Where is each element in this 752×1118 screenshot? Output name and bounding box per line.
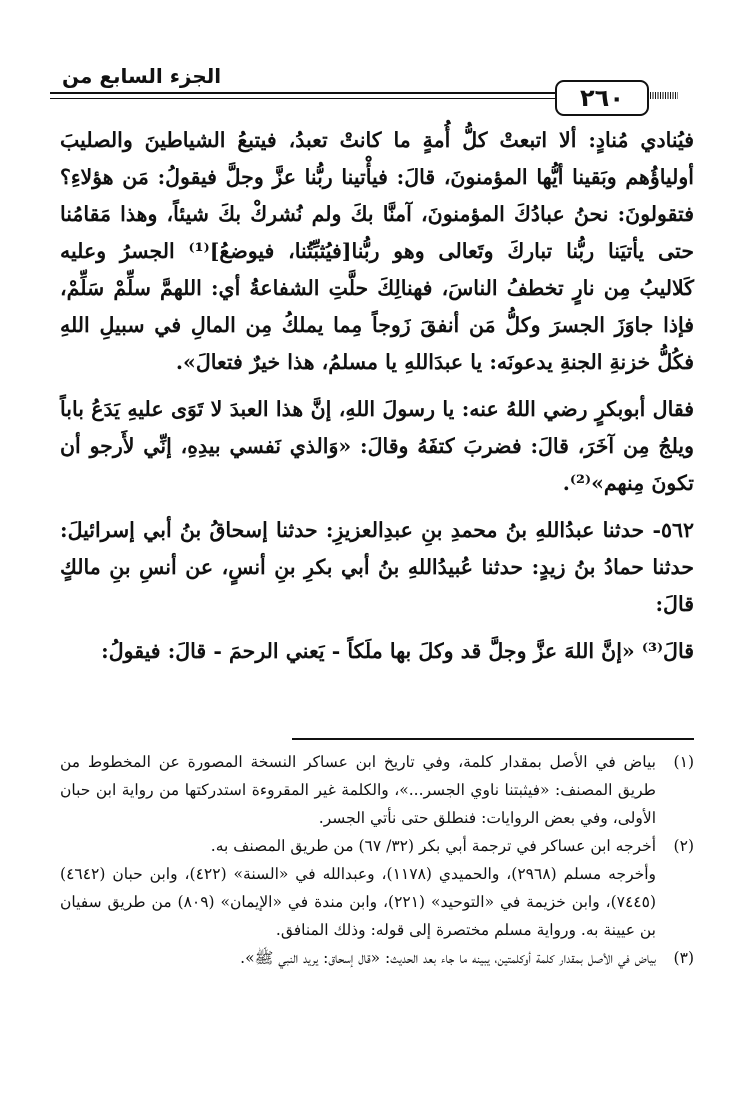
footnote-2 (60, 832, 694, 860)
page-number: ٢٦٠ (555, 80, 649, 116)
page-header (50, 62, 678, 112)
footnote-3 (60, 944, 694, 972)
footnote-separator (292, 738, 694, 740)
footnotes (60, 748, 694, 972)
footnote-text: أخرجه ابن عساكر في ترجمة أبي بكر (٣٢/ ٦٧) من طريق المصنف به. (210, 837, 656, 855)
footnote-number: (١) (673, 753, 694, 771)
footnote-1 (60, 748, 694, 832)
footnote-number: (٣) (673, 949, 694, 967)
main-text (60, 122, 694, 670)
footnote-number: (٢) (673, 837, 694, 855)
paragraph-isnad-562: ٥٦٢- حدثنا عبدُاللهِ بنُ محمدِ بنِ عبدِالعزيزِ: حدثنا إسحاقُ بنُ أبي إسرائيلَ: حدثنا حمادُ بنُ زيدٍ: حدثنا عُبيدُاللهِ بنُ أبي بكرِ بنِ أنسٍ، عن أنسِ بنِ مالكٍ قالَ: (60, 518, 694, 616)
footnote-2-continuation: وأخرجه مسلم (٢٩٦٨)، والحميدي (١١٧٨)، وعبدالله في «السنة» (٤٢٢)، وابن حبان (٤٦٤٢) (٧٤٤٥)، وابن خزيمة في «التوحيد» (٢٢١)، وابن مندة في «الإيمان» (٨٠٩) من طريق سفيان بن عيينة به. ورواية مسلم مختصرة إلى قوله: وذلك المنافق. (60, 865, 656, 939)
paragraph-hadith-text: فيُنادي مُنادٍ: ألا اتبعتْ كلُّ أُمةٍ ما كانتْ تعبدُ، فيتبعُ الشياطينَ والصليبَ أولياؤُهم وبَقينا أيُّها المؤمنونَ، قالَ: فيأْتينا ربُّنا عزَّ وجلَّ فيقولُ: مَن هؤلاءِ؟ فتقولونَ: نحنُ عبادُكَ المؤمنونَ، آمنَّا بكَ ولم نُشركْ بكَ شيئاً، وهذا مَقامُنا حتى يأتيَنا ربُّنا تباركَ وتَعالى وهو ربُّنا[فيُثبِّتُنا، فيوضعُ]⁽¹⁾ الجسرُ وعليه كَلاليبُ مِن نارٍ تخطفُ الناسَ، فهنالِكَ حلَّتِ الشفاعةُ أي: اللهمَّ سلِّمْ سَلِّمْ، فإذا جاوَزَ الجسرَ وكلُّ مَن أنفقَ زَوجاً مِما يملكُ مِن المالِ في سبيلِ اللهِ فكُلُّ خزنةِ الجنةِ يدعونَه: يا عبدَاللهِ يا مسلمُ، هذا خيرٌ فتعالَ». (60, 128, 695, 374)
footnote-text: بياض في الأصل بمقدار كلمة، وفي تاريخ ابن عساكر النسخة المصورة عن المخطوط من طريق المصنف: «فيثبتنا ناوي الجسر...»، والكلمة غير المقروءة استدركتها من رواية ابن حبان الأولى، وفي بعض الروايات: فنطلق حتى نأتي الجسر. (60, 753, 656, 827)
paragraph-abubakr: فقال أبوبكرٍ رضي اللهُ عنه: يا رسولَ اللهِ، إنَّ هذا العبدَ لا تَوَى عليهِ يَدَعُ باباً ويلجُ مِن آخَرَ، قالَ: فضربَ كتفَهُ وقالَ: «وَالذي نَفسي بيدِهِ، إنِّي لأَرجو أن تكونَ مِنهم»⁽²⁾. (60, 397, 694, 495)
running-title: الجزء السابع من (58, 64, 225, 88)
footnote-text: بياض في الأصل بمقدار كلمة أوكلمتين، يبينه ما جاء بعد الحديث: «قال إسحاق: يريد النبي ﷺ». (240, 949, 656, 967)
paragraph-hadith-rahim: قالَ⁽³⁾ «إنَّ اللهَ عزَّ وجلَّ قد وكلَ بها ملَكاً - يَعني الرحمَ - قالَ: فيقولُ: (101, 639, 694, 663)
